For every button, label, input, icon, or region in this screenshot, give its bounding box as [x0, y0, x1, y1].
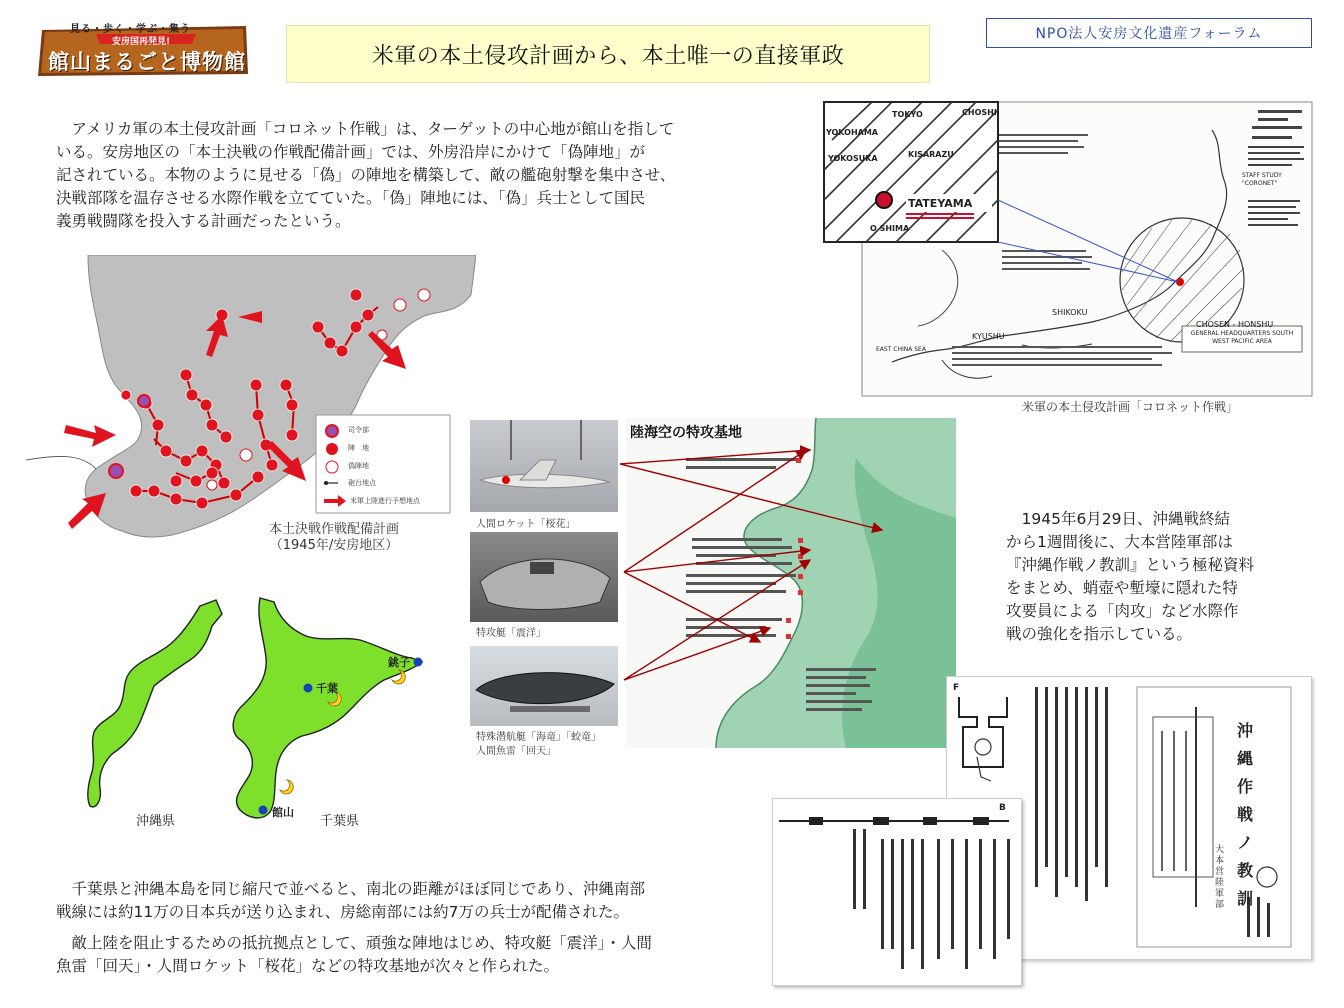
okinawa-line: 1945年6月29日、沖縄戦終結: [1006, 510, 1231, 528]
inset-place-kisarazu: KISARAZU: [908, 150, 954, 159]
coronet-map-caption: 米軍の本土侵攻計画「コロネット作戦」: [1022, 400, 1239, 414]
intro-line: いる。安房地区の「本土決戦の作戦配備計画」では、外房沿岸にかけて「偽陣地」が: [56, 143, 646, 161]
inset-place-tateyama: TATEYAMA: [908, 197, 973, 210]
intro-line: 義勇戦闘隊を投入する計画だったという。: [56, 212, 351, 230]
intro-paragraph: [56, 118, 736, 233]
document-issuer: 大本営陸軍部: [1215, 845, 1225, 910]
okinawa-line: をまとめ、蛸壺や塹壕に隠れた特: [1006, 579, 1238, 597]
chiba-label: 千葉県: [320, 814, 360, 829]
page-title-box: [286, 25, 930, 83]
shinyo-caption: 特攻艇「震洋」: [476, 628, 546, 639]
deploy-legend-landing: 米軍上陸進行予想地点: [350, 497, 420, 505]
deployment-caption-line: （1945年/安房地区）: [269, 538, 399, 553]
org-label: NPO法人安房文化遺産フォーラム: [1035, 26, 1263, 42]
okinawa-label: 沖縄県: [136, 814, 176, 829]
place-kyushu: KYUSHU: [972, 332, 1005, 341]
okinawa-paragraph: [1006, 508, 1326, 646]
deploy-legend-battery: 砲台地点: [348, 479, 376, 487]
coronet-legend: GENERAL HEADQUARTERS SOUTH WEST PACIFIC AREA: [1190, 330, 1294, 345]
coronet-study-label: STAFF STUDY "CORONET": [1242, 172, 1282, 187]
city-choshi-label: 銚子: [388, 656, 410, 669]
place-east-china-sea: EAST CHINA SEA: [876, 346, 926, 353]
inset-place-oshima: O SHIMA: [870, 224, 910, 233]
okinawa-line: 戦の強化を指示している。: [1006, 625, 1193, 643]
kairyu-caption: 特殊潜航艇「海竜」「蛟竜」: [476, 732, 601, 743]
deployment-map: [26, 255, 476, 555]
bottom-paragraph-1: [56, 878, 746, 924]
document-fig-b: B: [999, 803, 1006, 813]
coronet-map: [822, 100, 1314, 400]
okinawa-line: 攻要員による「肉攻」など水際作: [1006, 602, 1239, 620]
inset-place-yokohama: YOKOHAMA: [826, 128, 878, 137]
bottom-paragraph-2: [56, 932, 746, 978]
inset-place-tokyo: TOKYO: [892, 110, 923, 119]
kairyu-photo: [470, 646, 618, 726]
logo-ribbon: 安房国再発見!: [112, 37, 171, 47]
museum-logo: [36, 20, 250, 78]
shinyo-photo: [470, 532, 618, 622]
intro-line: 決戦部隊を温存させる水際作戦を立てていた。「偽」陣地には、「偽」兵士として国民: [56, 189, 646, 207]
okinawa-line: から1週間後に、大本営陸軍部は: [1006, 533, 1233, 551]
kaiten-caption: 人間魚雷「回天」: [476, 746, 556, 757]
compare-map: [80, 596, 440, 836]
logo-name: 館山まるごと博物館: [48, 50, 246, 74]
intro-line: アメリカ軍の本土侵攻計画「コロネット作戦」は、ターゲットの中心地が館山を指して: [56, 120, 675, 138]
place-shikoku: SHIKOKU: [1052, 308, 1088, 317]
page-title: 米軍の本土侵攻計画から、本土唯一の直接軍政: [371, 43, 845, 69]
deploy-legend-site: 陣 地: [348, 444, 369, 452]
bottom-line: 千葉県と沖縄本島を同じ縮尺で並べると、南北の距離がほぼ同じであり、沖縄南部: [56, 880, 646, 898]
ohka-caption: 人間ロケット「桜花」: [476, 519, 576, 530]
org-label-box: [986, 18, 1312, 48]
bottom-line: 戦線には約11万の日本兵が送り込まれ、房総南部には約7万の兵士が配備された。: [56, 903, 630, 921]
deployment-caption-line: 本土決戦作戦配備計画: [268, 522, 399, 537]
deploy-legend-hq: 司令部: [348, 426, 369, 434]
ohka-photo: [470, 420, 618, 512]
document-scan-front: [772, 798, 1022, 986]
logo-tagline: 見る・歩く・学ぶ・集う: [70, 24, 191, 35]
intro-line: 記されている。本物のように見せる「偽」の陣地を構築して、敵の艦砲射撃を集中させ、: [56, 166, 676, 184]
bottom-line: 敵上陸を阻止するための抵抗拠点として、頑強な陣地はじめ、特攻艇「震洋」・人間: [56, 934, 652, 952]
base-map-title: 陸海空の特攻基地: [630, 425, 742, 441]
city-chiba-label: 千葉: [316, 682, 338, 695]
deployment-map-caption: [246, 522, 422, 554]
place-chosen-honshu: CHOSEN - HONSHU: [1196, 320, 1274, 329]
inset-place-yokosuka: YOKOSUKA: [828, 154, 878, 163]
deploy-legend-decoy: 偽陣地: [348, 462, 369, 470]
okinawa-line: 『沖縄作戦ノ教訓』という極秘資料: [1006, 556, 1255, 574]
document-fig-f: F: [953, 683, 960, 693]
city-tateyama-label: 館山: [272, 806, 294, 819]
inset-place-choshi: CHOSHI: [962, 108, 997, 117]
bottom-line: 魚雷「回天」・人間ロケット「桜花」などの特攻基地が次々と作られた。: [56, 957, 559, 975]
base-map-arrows: [610, 430, 950, 690]
document-title: 沖縄作戦ノ教訓: [1237, 721, 1254, 908]
